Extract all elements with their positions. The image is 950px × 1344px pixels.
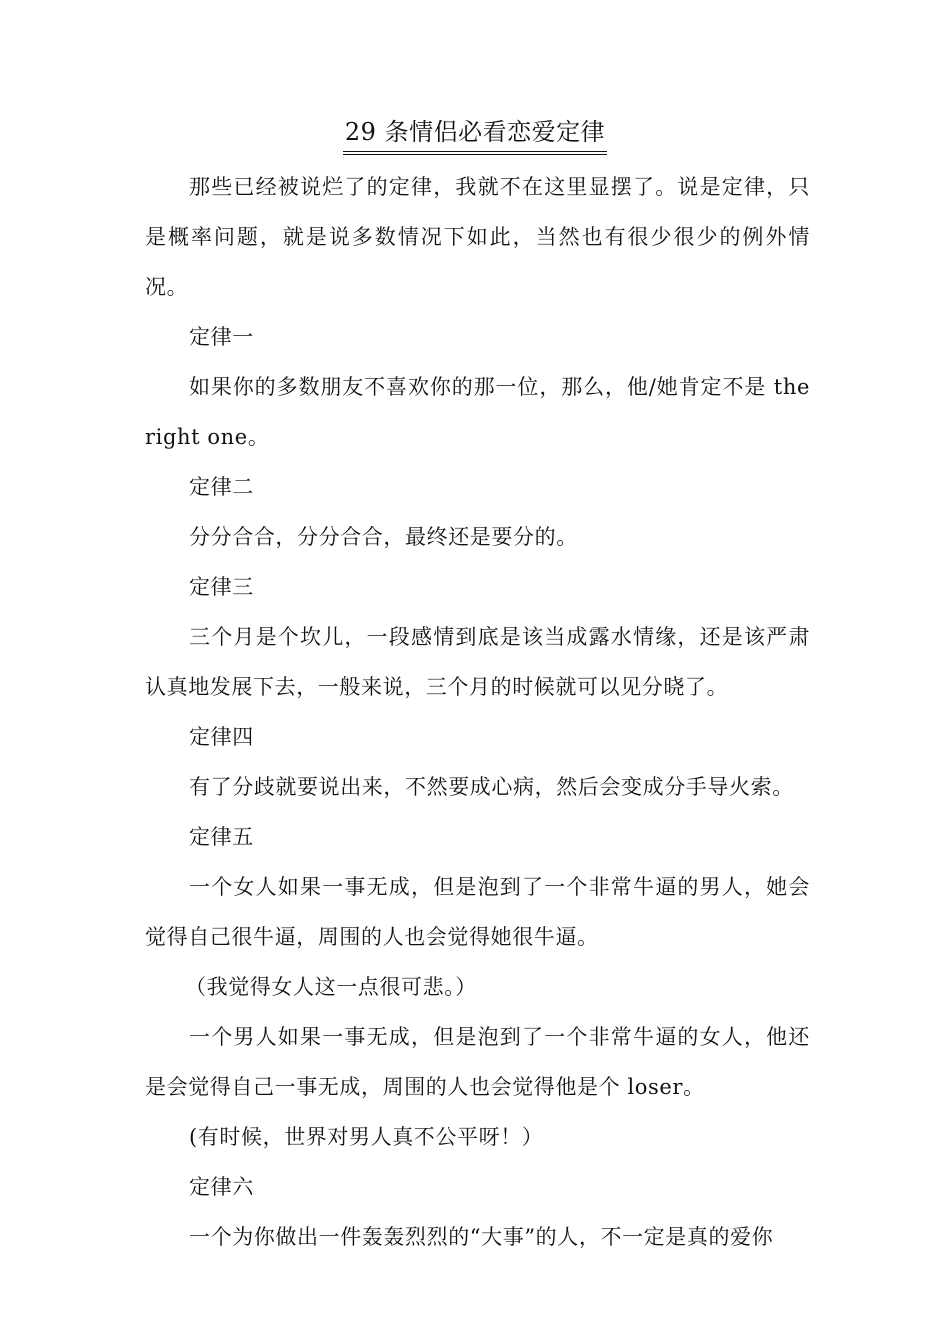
law-text-3: 三个月是个坎儿，一段感情到底是该当成露水情缘，还是该严肃认真地发展下去，一般来说，三个月的时候就可以见分晓了。 — [145, 625, 810, 699]
document-body — [145, 162, 810, 1262]
law-heading-4: 定律四 — [189, 725, 254, 749]
law-heading-1: 定律一 — [189, 325, 254, 349]
law-text-1: 如果你的多数朋友不喜欢你的那一位，那么，他/她肯定不是 the right one。 — [145, 375, 810, 449]
law-heading-5: 定律五 — [189, 825, 254, 849]
law-text-2: 分分合合，分分合合，最终还是要分的。 — [189, 525, 578, 549]
law-heading-6: 定律六 — [189, 1175, 254, 1199]
title-container — [0, 116, 950, 155]
law-text-5a: 一个女人如果一事无成，但是泡到了一个非常牛逼的男人，她会觉得自己很牛逼，周围的人也会觉得她很牛逼。 — [145, 875, 810, 949]
law-note-5b: (有时候，世界对男人真不公平呀！） — [189, 1125, 544, 1149]
law-heading-3: 定律三 — [189, 575, 254, 599]
law-text-5b: 一个男人如果一事无成，但是泡到了一个非常牛逼的女人，他还是会觉得自己一事无成，周围的人也会觉得他是个 loser。 — [145, 1025, 810, 1099]
law-note-5a: （我觉得女人这一点很可悲。） — [185, 975, 477, 999]
law-text-6: 一个为你做出一件轰轰烈烈的“大事”的人，不一定是真的爱你 — [189, 1225, 774, 1249]
law-heading-2: 定律二 — [189, 475, 254, 499]
intro-paragraph: 那些已经被说烂了的定律，我就不在这里显摆了。说是定律，只是概率问题，就是说多数情况下如此，当然也有很少很少的例外情况。 — [145, 175, 810, 299]
document-title: 29 条情侣必看恋爱定律 — [343, 116, 607, 155]
law-text-4: 有了分歧就要说出来，不然要成心病，然后会变成分手导火索。 — [189, 775, 794, 799]
